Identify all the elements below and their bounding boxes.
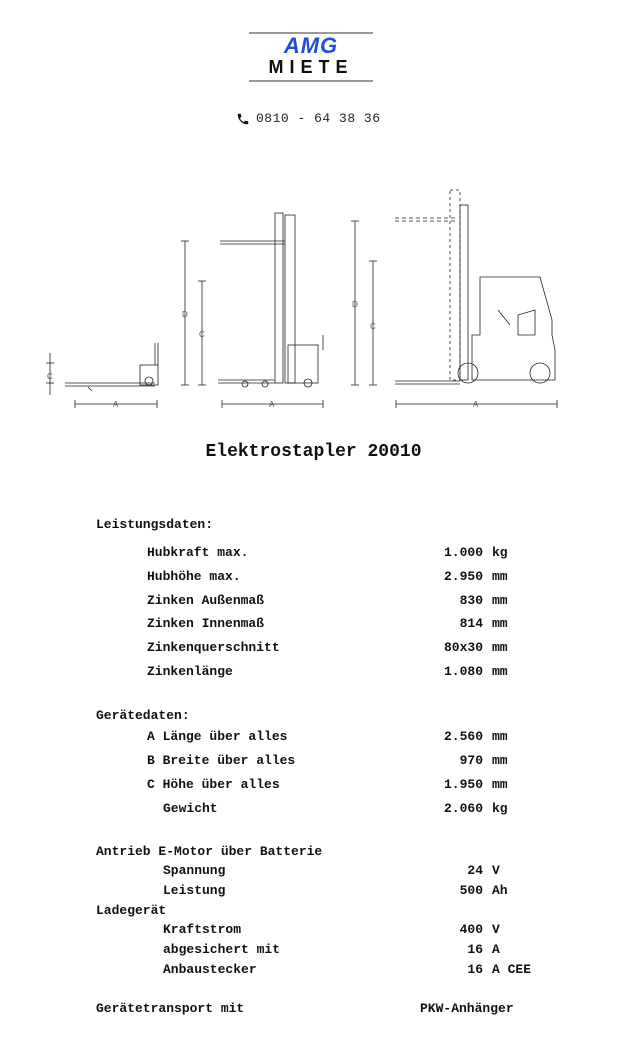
spec-label: Gewicht	[163, 801, 218, 816]
spec-unit: mm	[492, 729, 508, 744]
spec-label: B Breite über alles	[147, 753, 296, 768]
spec-label: Spannung	[163, 863, 226, 878]
section-heading-performance: Leistungsdaten:	[96, 517, 214, 532]
logo-amg-text: AMG	[283, 33, 339, 58]
spec-unit: mm	[492, 777, 508, 792]
section-heading-drive: Antrieb E-Motor über Batterie	[96, 844, 323, 859]
dim-a-label-2: A	[269, 400, 275, 409]
logo-miete-text: MIETE	[268, 57, 354, 77]
spec-label: Zinken Innenmaß	[147, 616, 265, 631]
dim-d-label-2: D	[182, 310, 188, 319]
section-heading-device: Gerätedaten:	[96, 708, 190, 723]
dim-a-label-3: A	[473, 400, 479, 409]
spec-value: 2.060	[443, 801, 483, 816]
spec-value: 970	[459, 753, 483, 768]
spec-value: 2.950	[443, 569, 483, 584]
spec-value: 1.080	[443, 664, 483, 679]
spec-unit: mm	[492, 640, 508, 655]
spec-value: 830	[459, 593, 483, 608]
spec-label: Hubhöhe max.	[147, 569, 241, 584]
spec-unit: mm	[492, 616, 508, 631]
spec-label: Zinkenquerschnitt	[147, 640, 280, 655]
spec-label: C Höhe über alles	[147, 777, 280, 792]
spec-label: A Länge über alles	[147, 729, 288, 744]
spec-label: abgesichert mit	[163, 942, 281, 957]
spec-value: 80x30	[443, 640, 483, 655]
phone-icon	[236, 112, 250, 126]
spec-label: Hubkraft max.	[147, 545, 249, 560]
spec-label: Kraftstrom	[163, 922, 242, 937]
spec-label: Anbaustecker	[163, 962, 257, 977]
spec-value: 16	[467, 962, 483, 977]
page-title: Elektrostapler 20010	[205, 442, 422, 462]
spec-value: 1.000	[443, 545, 483, 560]
spec-label: Zinken Außenmaß	[147, 593, 265, 608]
spec-unit: mm	[492, 569, 508, 584]
transport-value: PKW-Anhänger	[420, 1001, 514, 1016]
spec-unit: mm	[492, 664, 508, 679]
dim-d-label-3: D	[352, 300, 358, 309]
phone-number: 0810 - 64 38 36	[256, 111, 381, 126]
logo-bottom-rule	[249, 80, 373, 82]
forklift-dimension-drawing	[40, 185, 580, 415]
spec-unit: kg	[492, 801, 508, 816]
spec-unit: mm	[492, 753, 508, 768]
dim-c-label-2: C	[199, 330, 205, 339]
spec-label: Leistung	[163, 883, 226, 898]
spec-value: 2.560	[443, 729, 483, 744]
spec-unit: mm	[492, 593, 508, 608]
spec-unit: A	[492, 942, 500, 957]
spec-value: 1.950	[443, 777, 483, 792]
spec-value: 16	[467, 942, 483, 957]
spec-unit: V	[492, 863, 500, 878]
spec-unit: kg	[492, 545, 508, 560]
spec-value: 400	[459, 922, 483, 937]
amg-miete-logo	[249, 32, 373, 82]
section-heading-charger: Ladegerät	[96, 903, 167, 918]
dim-c-label-3: C	[370, 322, 376, 331]
counterbalance-forklift-sketch	[351, 190, 557, 408]
spec-value: 24	[467, 863, 483, 878]
pallet-truck-sketch	[46, 343, 158, 408]
walkie-stacker-sketch	[181, 213, 323, 408]
spec-value: 500	[459, 883, 483, 898]
transport-label: Gerätetransport mit	[96, 1001, 245, 1016]
dim-a-label-1: A	[113, 400, 119, 409]
spec-value: 814	[459, 616, 483, 631]
spec-unit: V	[492, 922, 500, 937]
dim-c-label-1: C	[47, 372, 53, 381]
spec-unit: Ah	[492, 883, 508, 898]
phone-contact	[236, 111, 381, 126]
spec-label: Zinkenlänge	[147, 664, 233, 679]
spec-unit: A CEE	[492, 962, 532, 977]
